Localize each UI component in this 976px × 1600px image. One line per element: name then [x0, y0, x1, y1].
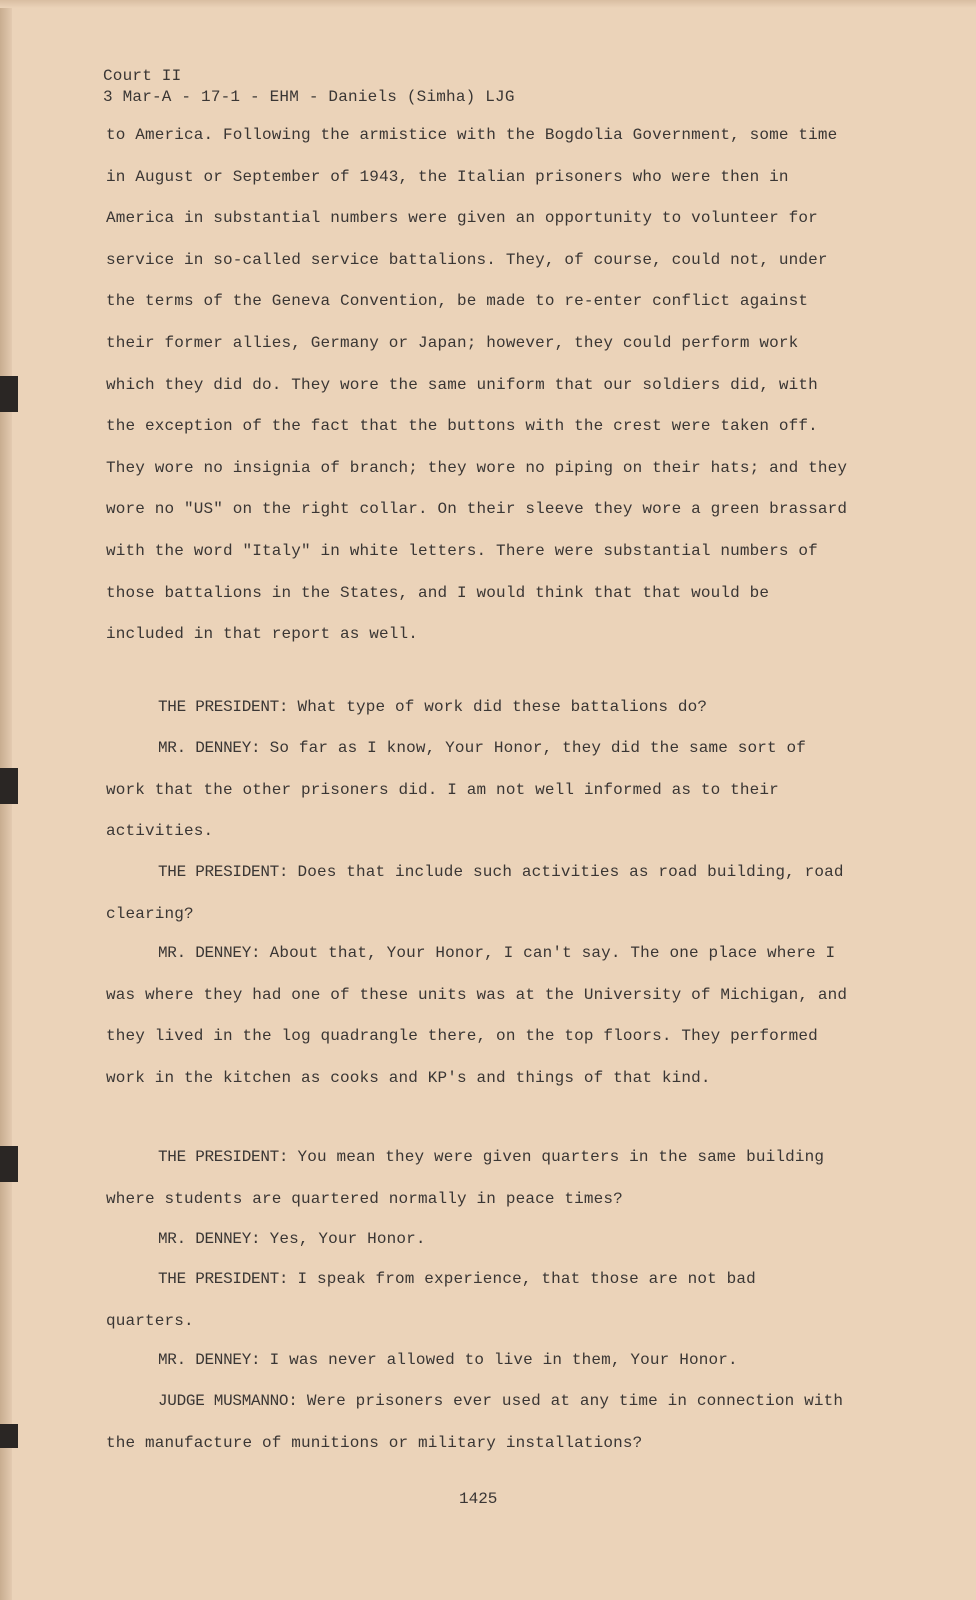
- paragraph-text: Does that include such activities as road building, road clearing?: [106, 863, 844, 923]
- paragraph-text: Yes, Your Honor.: [269, 1230, 426, 1248]
- speaker-label: THE PRESIDENT:: [158, 1148, 298, 1166]
- paragraph: [106, 1219, 851, 1261]
- document-header: [103, 66, 515, 108]
- speaker-label: MR. DENNEY:: [158, 1230, 270, 1248]
- court-label: Court II: [103, 67, 182, 85]
- speaker-label: THE PRESIDENT:: [158, 698, 298, 716]
- paragraph-text: Were prisoners ever used at any time in connection with the manufacture of munitions or military installations?: [106, 1392, 844, 1452]
- speaker-label: THE PRESIDENT:: [158, 863, 298, 881]
- paragraph-text: About that, Your Honor, I can't say. The one place where I was where they had one of these units was at the University of Michigan, and they lived in the log quadrangle there, on the top floors. They performed work in the kitchen as cooks and KP's and things of that kind.: [106, 944, 848, 1087]
- paragraph: [106, 1137, 851, 1220]
- paragraph: [106, 687, 851, 729]
- paragraph: [106, 1381, 851, 1464]
- speaker-label: MR. DENNEY:: [158, 1351, 270, 1369]
- paragraph-text: You mean they were given quarters in the same building where students are quartered normally in peace times?: [106, 1148, 825, 1208]
- paragraph-text: I was never allowed to live in them, Your Honor.: [269, 1351, 738, 1369]
- paragraph: [106, 1340, 851, 1382]
- paragraph-text: So far as I know, Your Honor, they did the same sort of work that the other prisoners did. I am not well informed as to their activities.: [106, 739, 806, 841]
- paragraph: [106, 728, 851, 853]
- paragraph-text: I speak from experience, that those are not bad quarters.: [106, 1270, 756, 1330]
- paragraph: [106, 852, 851, 935]
- paragraph-continuation: [106, 115, 851, 656]
- paragraph: [106, 933, 851, 1099]
- paragraph-text: What type of work did these battalions do?: [297, 698, 708, 716]
- binding-hole-mark: [0, 1146, 18, 1182]
- paragraph: [106, 1259, 851, 1342]
- speaker-label: MR. DENNEY:: [158, 739, 270, 757]
- page-top-edge: [0, 0, 976, 8]
- speaker-label: JUDGE MUSMANNO:: [158, 1392, 307, 1410]
- page-number: 1425: [459, 1490, 498, 1508]
- binding-hole-mark: [0, 376, 18, 412]
- binding-hole-mark: [0, 1424, 18, 1448]
- speaker-label: THE PRESIDENT:: [158, 1270, 298, 1288]
- reference-line: 3 Mar-A - 17-1 - EHM - Daniels (Simha) LJG: [103, 88, 515, 106]
- paragraph-text: to America. Following the armistice with the Bogdolia Government, some time in August or September of 1943, the Italian prisoners who were then in America in substantial numbers were given an opportunity to volunteer for service in so-called service battalions. They, of course, could not, under the terms of the Geneva Convention, be made to re-enter conflict against their former allies, Germany or Japan; however, they could perform work which they did do. They wore the same uniform that our soldiers did, with the exception of the fact that the buttons with the crest were taken off. They wore no insignia of branch; they wore no piping on their hats; and they wore no "US" on the right collar. On their sleeve they wore a green brassard with the word "Italy" in white letters. There were substantial numbers of those battalions in the States, and I would think that that would be included in that report as well.: [106, 126, 848, 644]
- binding-hole-mark: [0, 768, 18, 804]
- speaker-label: MR. DENNEY:: [158, 944, 270, 962]
